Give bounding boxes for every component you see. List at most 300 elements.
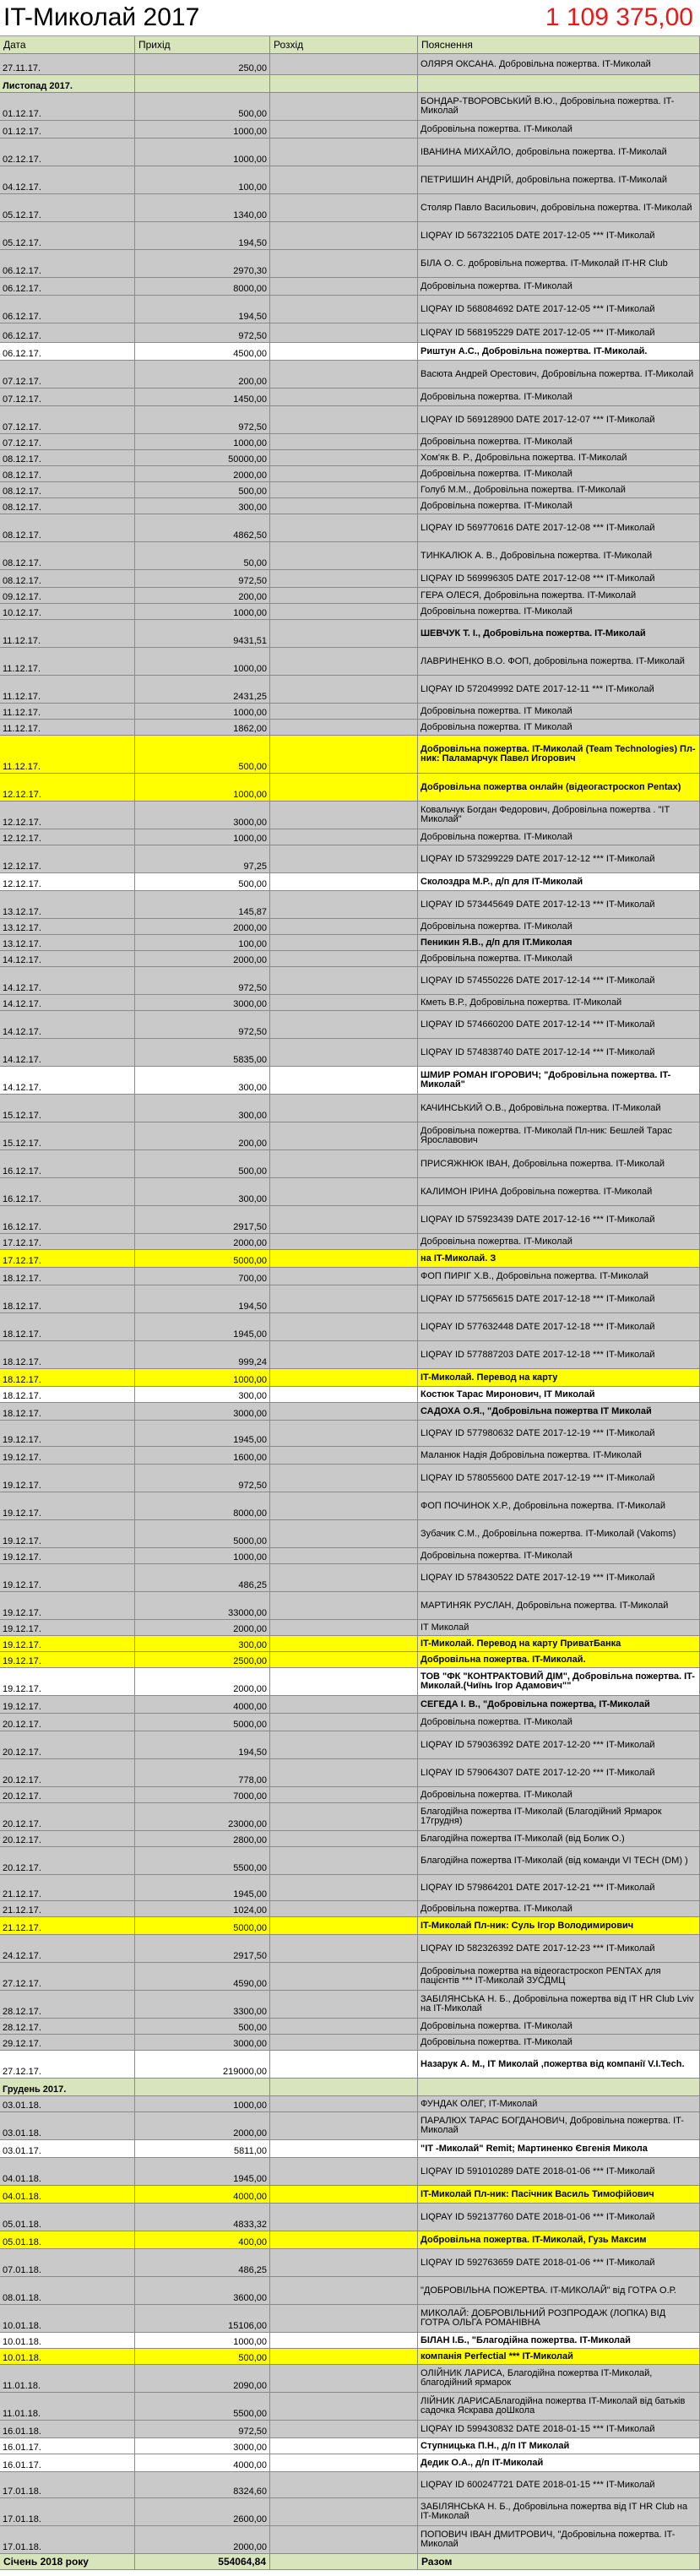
- expense-cell: [270, 1492, 418, 1519]
- income-cell: 3000,00: [135, 995, 270, 1010]
- note-cell: Добровільна пожертва. IT Миколай: [418, 720, 700, 735]
- table-row: [0, 951, 700, 967]
- date-cell: 19.12.17.: [0, 1620, 135, 1635]
- expense-cell: [270, 720, 418, 735]
- note-cell: LIQPAY ID 582326392 DATE 2017-12-23 *** IT-Миколай: [418, 1935, 700, 1962]
- table-row: [0, 1620, 700, 1636]
- date-cell: 14.12.17.: [0, 967, 135, 994]
- expense-cell: [270, 466, 418, 481]
- expense-cell: [270, 1831, 418, 1846]
- income-cell: 972,50: [135, 570, 270, 587]
- date-cell: 20.12.17.: [0, 1731, 135, 1758]
- date-cell: 18.12.17.: [0, 1403, 135, 1420]
- expense-cell: [270, 620, 418, 647]
- date-cell: 12.12.17.: [0, 774, 135, 801]
- date-cell: 20.12.17.: [0, 1831, 135, 1846]
- date-cell: 19.12.17.: [0, 1548, 135, 1563]
- note-cell: Добровільна пожертва. IT-Миколай: [418, 121, 700, 138]
- expense-cell: [270, 2333, 418, 2348]
- note-cell: Добровільна пожертва. IT-Миколай: [418, 1901, 700, 1916]
- date-cell: 19.12.17.: [0, 1652, 135, 1667]
- footer-note: Разом: [418, 2554, 700, 2569]
- note-cell: LIQPAY ID 577887203 DATE 2017-12-18 *** IT-Миколай: [418, 1341, 700, 1368]
- note-cell: Васюта Андрей Орестович, Добровільна пожертва. IT-Миколай: [418, 361, 700, 388]
- note-cell: Ковальчук Богдан Федорович, Добровільна пожертва . "IT Миколай": [418, 802, 700, 829]
- note-cell: LIQPAY ID 567322105 DATE 2017-12-05 *** IT-Миколай: [418, 222, 700, 249]
- note-cell: Столяр Павло Васильович, добровільна пожертва. IT-Миколай: [418, 194, 700, 221]
- expense-cell: [270, 951, 418, 966]
- note-cell: ЗАБІЛЯНСЬКА Н. Б., Добровільна пожертва від IT HR Club Lviv на IT-Миколай: [418, 1991, 700, 2018]
- note-cell: ФОП ПОЧИНОК Х.Р., Добровільна пожертва. IT-Миколай: [418, 1492, 700, 1519]
- table-row: [0, 1447, 700, 1465]
- table-row: [0, 2035, 700, 2051]
- note-cell: LIQPAY ID 569770616 DATE 2017-12-08 *** IT-Миколай: [418, 514, 700, 541]
- date-cell: 16.12.17.: [0, 1150, 135, 1177]
- table-row: [0, 2140, 700, 2158]
- table-row: [0, 1714, 700, 1731]
- footer-row: [0, 2554, 700, 2570]
- table-row: [0, 1122, 700, 1150]
- table-row: [0, 774, 700, 802]
- sheet-title: IT-Миколай 2017: [3, 3, 200, 31]
- date-cell: 17.01.18.: [0, 2472, 135, 2497]
- note-cell: БІЛАН І.Б., "Благодійна пожертва. IT-Миколай: [418, 2333, 700, 2348]
- table-row: [0, 1917, 700, 1935]
- table-row: [0, 1492, 700, 1520]
- note-cell: Назарук А. М., IT Миколай ,пожертва від компанії V.I.Tech.: [418, 2051, 700, 2078]
- expense-cell: [270, 1122, 418, 1149]
- note-cell: Маланюк Надія Добровільна пожертва. IT-Миколай: [418, 1447, 700, 1464]
- note-cell: LIQPAY ID 577565615 DATE 2017-12-18 *** IT-Миколай: [418, 1285, 700, 1312]
- expense-cell: [270, 54, 418, 74]
- income-cell: 8000,00: [135, 278, 270, 295]
- income-cell: 2090,00: [135, 2365, 270, 2392]
- table-row: [0, 1250, 700, 1268]
- income-cell: 3600,00: [135, 2277, 270, 2304]
- note-cell: БІЛА О. С. добровільна пожертва. IT-Миколай IT-HR Club: [418, 250, 700, 277]
- date-cell: 18.12.17.: [0, 1387, 135, 1402]
- income-cell: 972,50: [135, 1465, 270, 1492]
- income-cell: 1000,00: [135, 604, 270, 619]
- table-row: [0, 323, 700, 343]
- table-row: [0, 1963, 700, 1991]
- expense-cell: [270, 323, 418, 342]
- date-cell: 05.12.17.: [0, 194, 135, 221]
- income-cell: 1000,00: [135, 829, 270, 845]
- income-cell: 1000,00: [135, 2333, 270, 2348]
- expense-cell: [270, 1520, 418, 1547]
- date-cell: 24.12.17.: [0, 1935, 135, 1962]
- date-cell: 18.12.17.: [0, 1285, 135, 1312]
- income-cell: 23000,00: [135, 1803, 270, 1830]
- date-cell: 19.12.17.: [0, 1447, 135, 1464]
- table-row: [0, 296, 700, 323]
- income-cell: 219000,00: [135, 2051, 270, 2078]
- note-cell: LIQPAY ID 574550226 DATE 2017-12-14 *** IT-Миколай: [418, 967, 700, 994]
- note-cell: LIQPAY ID 572049992 DATE 2017-12-11 *** IT-Миколай: [418, 676, 700, 703]
- expense-cell: [270, 1403, 418, 1420]
- income-cell: 1862,00: [135, 720, 270, 735]
- table-row: [0, 1341, 700, 1369]
- note-cell: LIQPAY ID 592763659 DATE 2018-01-06 *** IT-Миколай: [418, 2249, 700, 2276]
- income-cell: 972,50: [135, 323, 270, 342]
- income-cell: 500,00: [135, 93, 270, 120]
- table-row: [0, 2393, 700, 2421]
- date-cell: 08.12.17.: [0, 466, 135, 481]
- table-row: [0, 2079, 700, 2096]
- date-cell: 15.12.17.: [0, 1095, 135, 1122]
- note-cell: Добровільна пожертва. IT-Миколай: [418, 389, 700, 405]
- income-cell: 500,00: [135, 482, 270, 497]
- note-cell: Добровільна пожертва. IT-Миколай Пл-ник: Бешлей Тарас Ярославович: [418, 1122, 700, 1149]
- date-cell: 21.12.17.: [0, 1875, 135, 1900]
- note-cell: Ступницька П.Н., д/п IT Миколай: [418, 2438, 700, 2454]
- income-cell: 2000,00: [135, 1668, 270, 1695]
- date-cell: 06.12.17.: [0, 250, 135, 277]
- title-row: [0, 0, 700, 36]
- income-cell: 500,00: [135, 736, 270, 773]
- income-cell: 972,50: [135, 406, 270, 433]
- income-cell: 8000,00: [135, 1492, 270, 1519]
- note-cell: Добровільна пожертва. IT-Миколай: [418, 498, 700, 514]
- table-row: [0, 498, 700, 514]
- table-row: [0, 1285, 700, 1313]
- income-cell: 2000,00: [135, 1234, 270, 1249]
- date-cell: 09.12.17.: [0, 588, 135, 603]
- expense-cell: [270, 1341, 418, 1368]
- table-row: [0, 1787, 700, 1803]
- table-row: [0, 1731, 700, 1759]
- note-cell: Благодійна пожертва IT-Миколай (від команди VI TECH (DM) ): [418, 1847, 700, 1874]
- expense-cell: [270, 514, 418, 541]
- income-cell: 4000,00: [135, 2454, 270, 2471]
- expense-cell: [270, 1465, 418, 1492]
- income-cell: 3000,00: [135, 2438, 270, 2454]
- table-row: [0, 1520, 700, 1548]
- date-cell: 05.01.18.: [0, 2231, 135, 2248]
- expense-cell: [270, 919, 418, 934]
- date-cell: 14.12.17.: [0, 1067, 135, 1094]
- date-cell: 19.12.17.: [0, 1564, 135, 1591]
- table-row: [0, 1403, 700, 1421]
- table-row: [0, 1991, 700, 2019]
- note-cell: Зубачик С.М., Добровільна пожертва. IT-Миколай (Vakoms): [418, 1520, 700, 1547]
- footer-sum: 554064,84: [135, 2554, 270, 2569]
- income-cell: 200,00: [135, 361, 270, 388]
- table-row: [0, 736, 700, 774]
- income-cell: 1945,00: [135, 2158, 270, 2185]
- income-cell: 500,00: [135, 1150, 270, 1177]
- note-cell: Костюк Тарас Миронович, IT Миколай: [418, 1387, 700, 1402]
- table-row: [0, 2277, 700, 2305]
- date-cell: 07.01.18.: [0, 2249, 135, 2276]
- date-cell: 06.12.17.: [0, 296, 135, 323]
- date-cell: 20.12.17.: [0, 1759, 135, 1786]
- income-cell: 50,00: [135, 542, 270, 569]
- date-cell: 04.12.17.: [0, 166, 135, 193]
- footer-label: Січень 2018 року: [0, 2554, 135, 2569]
- footer-expense: [270, 2554, 418, 2569]
- table-row: [0, 389, 700, 406]
- table-row: [0, 1564, 700, 1592]
- date-cell: 19.12.17.: [0, 1696, 135, 1713]
- note-cell: ІВАНИНА МИХАЙЛО, добровільна пожертва. IT-Миколай: [418, 139, 700, 166]
- grand-total: 1 109 375,00: [545, 3, 693, 31]
- date-cell: 18.12.17.: [0, 1268, 135, 1285]
- note-cell: "ДОБРОВІЛЬНА ПОЖЕРТВА. IT-МИКОЛАЙ" від ГОТРА О.Р.: [418, 2277, 700, 2304]
- note-cell: ЗАБІЛЯНСЬКА Н. Б., Добровільна пожертва від IT HR Club на IT-Миколай: [418, 2498, 700, 2525]
- income-cell: 2000,00: [135, 1620, 270, 1635]
- date-cell: 08.12.17.: [0, 482, 135, 497]
- date-cell: 08.12.17.: [0, 498, 135, 514]
- expense-cell: [270, 250, 418, 277]
- income-cell: 500,00: [135, 2349, 270, 2364]
- expense-cell: [270, 2277, 418, 2304]
- income-cell: 2000,00: [135, 2526, 270, 2553]
- table-row: [0, 121, 700, 139]
- note-cell: Добровільна пожертва. IT-Миколай, Гузь Максим: [418, 2231, 700, 2248]
- income-cell: [135, 75, 270, 92]
- table-row: [0, 1935, 700, 1963]
- table-row: [0, 2472, 700, 2498]
- date-cell: 11.12.17.: [0, 648, 135, 675]
- date-cell: 20.12.17.: [0, 1714, 135, 1731]
- table-row: [0, 278, 700, 296]
- expense-cell: [270, 2249, 418, 2276]
- income-cell: 972,50: [135, 967, 270, 994]
- note-cell: ПАРАЛЮХ ТАРАС БОГДАНОВИЧ, Добровільна пожертва. IT-Миколай: [418, 2112, 700, 2139]
- date-cell: 14.12.17.: [0, 1039, 135, 1066]
- expense-cell: [270, 1991, 418, 2018]
- income-cell: 1340,00: [135, 194, 270, 221]
- table-row: [0, 166, 700, 194]
- income-cell: 300,00: [135, 1178, 270, 1205]
- income-cell: 194,50: [135, 1731, 270, 1758]
- note-cell: LIQPAY ID 578055600 DATE 2017-12-19 *** IT-Миколай: [418, 1465, 700, 1492]
- income-cell: 486,25: [135, 1564, 270, 1591]
- note-cell: "IT -Миколай" Remit; Мартиненко Євгенія Микола: [418, 2140, 700, 2157]
- expense-cell: [270, 93, 418, 120]
- table-row: [0, 845, 700, 873]
- expense-cell: [270, 406, 418, 433]
- date-cell: 10.12.17.: [0, 604, 135, 619]
- note-cell: Добровільна пожертва. IT-Миколай: [418, 919, 700, 934]
- expense-cell: [270, 2421, 418, 2437]
- note-cell: КАЛИМОН ІРИНА Добровільна пожертва. IT-Миколай: [418, 1178, 700, 1205]
- income-cell: 1000,00: [135, 648, 270, 675]
- expense-cell: [270, 648, 418, 675]
- note-cell: БОНДАР-ТВОРОВСЬКИЙ В.Ю., Добровільна пожертва. IT-Миколай: [418, 93, 700, 120]
- expense-cell: [270, 676, 418, 703]
- income-cell: 3000,00: [135, 2035, 270, 2050]
- income-cell: 50000,00: [135, 450, 270, 465]
- date-cell: 19.12.17.: [0, 1520, 135, 1547]
- table-row: [0, 873, 700, 891]
- table-row: [0, 1831, 700, 1847]
- expense-cell: [270, 1421, 418, 1446]
- note-cell: САДОХА О.Я., "Добровільна пожертва IT Миколай: [418, 1403, 700, 1420]
- expense-cell: [270, 2112, 418, 2139]
- income-cell: 5811,00: [135, 2140, 270, 2157]
- note-cell: Дедик О.А., д/п IT-Миколай: [418, 2454, 700, 2471]
- table-row: [0, 2019, 700, 2035]
- note-cell: Добровільна пожертва. IT-Миколай: [418, 434, 700, 449]
- income-cell: 7000,00: [135, 1787, 270, 1802]
- expense-cell: [270, 2438, 418, 2454]
- note-cell: СЕГЕДА І. В., "Добровільна пожертва, IT-Миколай: [418, 1696, 700, 1713]
- table-row: [0, 2158, 700, 2186]
- expense-cell: [270, 1592, 418, 1619]
- table-row: [0, 434, 700, 450]
- income-cell: 5000,00: [135, 1250, 270, 1267]
- table-row: [0, 1313, 700, 1341]
- income-cell: 999,24: [135, 1341, 270, 1368]
- note-cell: на IT-Миколай. З: [418, 1250, 700, 1267]
- date-cell: 07.12.17.: [0, 434, 135, 449]
- table-row: [0, 1901, 700, 1917]
- note-cell: LIQPAY ID 578430522 DATE 2017-12-19 *** IT-Миколай: [418, 1564, 700, 1591]
- table-row: [0, 2112, 700, 2140]
- income-cell: 1450,00: [135, 389, 270, 405]
- date-cell: 10.01.18.: [0, 2305, 135, 2332]
- note-cell: LIQPAY ID 592137760 DATE 2018-01-06 *** IT-Миколай: [418, 2204, 700, 2231]
- date-cell: 17.01.18.: [0, 2526, 135, 2553]
- income-cell: 1000,00: [135, 1548, 270, 1563]
- table-row: [0, 250, 700, 278]
- note-cell: МИКОЛАЙ: ДОБРОВІЛЬНИЙ РОЗПРОДАЖ (ЛОПКА) ВІД ГОТРА ОЛЬГА РОМАНІВНА: [418, 2305, 700, 2332]
- income-cell: 194,50: [135, 296, 270, 323]
- table-row: [0, 1387, 700, 1403]
- date-cell: 13.12.17.: [0, 919, 135, 934]
- table-row: [0, 1178, 700, 1206]
- expense-cell: [270, 1620, 418, 1635]
- note-cell: Добровільна пожертва. IT-Миколай: [418, 466, 700, 481]
- income-cell: 5000,00: [135, 1714, 270, 1731]
- income-cell: 194,50: [135, 1285, 270, 1312]
- table-row: [0, 1095, 700, 1122]
- date-cell: 12.12.17.: [0, 829, 135, 845]
- table-row: [0, 1150, 700, 1178]
- date-cell: 07.12.17.: [0, 406, 135, 433]
- note-cell: LIQPAY ID 575923439 DATE 2017-12-16 *** IT-Миколай: [418, 1206, 700, 1233]
- date-cell: 17.12.17.: [0, 1234, 135, 1249]
- table-row: [0, 1652, 700, 1668]
- date-cell: 08.12.17.: [0, 514, 135, 541]
- expense-cell: [270, 1668, 418, 1695]
- table-row: [0, 1636, 700, 1652]
- expense-cell: [270, 2186, 418, 2203]
- date-cell: 10.01.18.: [0, 2349, 135, 2364]
- expense-cell: [270, 139, 418, 166]
- table-row: [0, 1465, 700, 1492]
- header-date: Дата: [0, 36, 135, 53]
- table-row: [0, 676, 700, 704]
- income-cell: 97,25: [135, 845, 270, 872]
- note-cell: ТОВ "ФК "КОНТРАКТОВИЙ ДІМ", Добровільна пожертва. IT-Миколай.(Чиїнь Ігор Адамович"": [418, 1668, 700, 1695]
- table-row: [0, 1592, 700, 1620]
- column-headers: [0, 36, 700, 54]
- income-cell: 2000,00: [135, 2112, 270, 2139]
- table-row: [0, 139, 700, 166]
- note-cell: Добровільна пожертва. IT-Миколай: [418, 829, 700, 845]
- income-cell: 4500,00: [135, 343, 270, 360]
- table-row: [0, 93, 700, 121]
- table-row: [0, 1011, 700, 1039]
- expense-cell: [270, 1652, 418, 1667]
- date-cell: Листопад 2017.: [0, 75, 135, 92]
- expense-cell: [270, 75, 418, 92]
- note-cell: Добровільна пожертва. IT-Миколай: [418, 1787, 700, 1802]
- income-cell: 2917,50: [135, 1935, 270, 1962]
- expense-cell: [270, 542, 418, 569]
- expense-cell: [270, 845, 418, 872]
- table-row: [0, 361, 700, 389]
- expense-cell: [270, 2096, 418, 2111]
- expense-cell: [270, 166, 418, 193]
- note-cell: Добровільна пожертва. IT-Миколай.: [418, 1652, 700, 1667]
- income-cell: 100,00: [135, 935, 270, 950]
- income-cell: 9431,51: [135, 620, 270, 647]
- date-cell: 16.01.17.: [0, 2438, 135, 2454]
- note-cell: LIQPAY ID 577980632 DATE 2017-12-19 *** IT-Миколай: [418, 1421, 700, 1446]
- note-cell: Риштун А.С., Добровільна пожертва. IT-Миколай.: [418, 343, 700, 360]
- income-cell: 1600,00: [135, 1447, 270, 1464]
- date-cell: 03.01.17.: [0, 2140, 135, 2157]
- date-cell: 27.12.17.: [0, 1963, 135, 1990]
- expense-cell: [270, 570, 418, 587]
- table-row: [0, 1268, 700, 1285]
- note-cell: LIQPAY ID 600247721 DATE 2018-01-15 *** IT-Миколай: [418, 2472, 700, 2497]
- date-cell: 27.11.17.: [0, 54, 135, 74]
- income-cell: 2500,00: [135, 1652, 270, 1667]
- date-cell: 21.12.17.: [0, 1917, 135, 1934]
- note-cell: Благодійна пожертва IT-Миколай (Благодійний Ярмарок 17грудня): [418, 1803, 700, 1830]
- expense-cell: [270, 121, 418, 138]
- table-row: [0, 967, 700, 995]
- note-cell: ПЕТРИШИН АНДРІЙ, добровільна пожертва. IT-Миколай: [418, 166, 700, 193]
- date-cell: 07.12.17.: [0, 361, 135, 388]
- table-row: [0, 648, 700, 676]
- expense-cell: [270, 1564, 418, 1591]
- expense-cell: [270, 1548, 418, 1563]
- income-cell: 486,25: [135, 2249, 270, 2276]
- date-cell: 19.12.17.: [0, 1492, 135, 1519]
- table-row: [0, 620, 700, 648]
- note-cell: IT Миколай: [418, 1620, 700, 1635]
- table-row: [0, 704, 700, 720]
- table-row: [0, 1759, 700, 1787]
- note-cell: Добровільна пожертва. IT-Миколай (Team Technologies) Пл-ник: Паламарчук Павел Игорович: [418, 736, 700, 773]
- income-cell: 300,00: [135, 1095, 270, 1122]
- income-cell: 400,00: [135, 2231, 270, 2248]
- expense-cell: [270, 1963, 418, 1990]
- table-row: [0, 2051, 700, 2079]
- note-cell: Добровільна пожертва. IT-Миколай: [418, 2019, 700, 2034]
- income-cell: 972,50: [135, 1011, 270, 1038]
- date-cell: 18.12.17.: [0, 1341, 135, 1368]
- income-cell: 300,00: [135, 1636, 270, 1651]
- expense-cell: [270, 2019, 418, 2034]
- note-cell: LIQPAY ID 579036392 DATE 2017-12-20 *** IT-Миколай: [418, 1731, 700, 1758]
- income-cell: 5500,00: [135, 1847, 270, 1874]
- date-cell: 29.12.17.: [0, 2035, 135, 2050]
- expense-cell: [270, 1731, 418, 1758]
- table-row: [0, 919, 700, 935]
- expense-cell: [270, 450, 418, 465]
- table-row: [0, 2231, 700, 2249]
- expense-cell: [270, 1787, 418, 1802]
- note-cell: компанія Perfectial *** IT-Миколай: [418, 2349, 700, 2364]
